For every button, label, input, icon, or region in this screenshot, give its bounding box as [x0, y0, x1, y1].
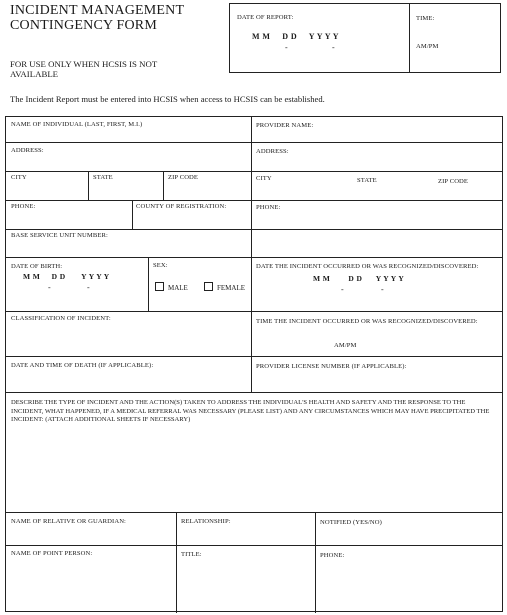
county-label: COUNTY OF REGISTRATION:: [136, 203, 227, 210]
base-service-unit-field[interactable]: [6, 229, 502, 257]
male-checkbox[interactable]: [155, 282, 164, 291]
relationship-label: RELATIONSHIP:: [181, 518, 231, 525]
zip-right-label: ZIP CODE: [438, 178, 469, 185]
male-option[interactable]: MALE: [155, 282, 188, 292]
provider-license-field[interactable]: [251, 356, 502, 392]
date-of-report-label: DATE OF REPORT:: [237, 14, 294, 21]
incident-form: NAME OF INDIVIDUAL (LAST, FIRST, M.I.) PROVIDER NAME: ADDRESS: ADDRESS: CITY STATE ZIP CODE CITY STATE ZIP CODE PHONE: COUNTY OF REGISTRATION: PHONE: BASE SERVICE UNIT NUMBER: DATE OF BIRTH: M M D D Y Y Y Y - - SEX: MALE FEMALE DATE THE INCIDENT OCCURRED OR WAS RECOGNIZED/DISCOVERED: M M D D Y Y Y Y - - CLASSIFICATION OF INCIDENT: TIME THE INCIDENT OCCURRED OR WAS RECOGNIZED/DISCOVERED: AM/PM DATE AND TIME OF DEATH (IF APPLICABLE): PROVIDER LICENSE NUMBER (IF APPLICABLE): DESCRIBE THE TYPE OF INCIDENT AND THE ACTION(S) TAKEN TO ADDRESS THE INDIVIDUAL'S HEALTH AND SAFETY AND THE RESPONSE TO THE INCIDENT, WHAT HAPPENED, IF A MEDICAL REFERRAL WAS NECESSARY (PLEASE LIST) AND ANY CIRCUMSTANCES WHICH MAY HAVE PRECIPITATED THE INCIDENT: (ATTACH ADDITIONAL SHEETS IF NECESSARY) NAME OF RELATIVE OR GUARDIAN: RELATIONSHIP: NOTIFIED (YES/NO) NAME OF POINT PERSON: TITLE: PHONE:: [5, 116, 503, 612]
provider-name-field[interactable]: [251, 117, 502, 142]
classification-label: CLASSIFICATION OF INCIDENT:: [11, 315, 111, 322]
instruction-text: The Incident Report must be entered into HCSIS when access to HCSIS can be established.: [10, 94, 325, 104]
time-incident-ampm[interactable]: AM/PM: [334, 342, 357, 349]
date-of-report-box: DATE OF REPORT: M M D D Y Y Y Y - - TIME: AM/PM: [229, 3, 501, 73]
use-note: FOR USE ONLY WHEN HCSIS IS NOT AVAILABLE: [10, 59, 158, 79]
sex-label: SEX:: [153, 262, 168, 269]
classification-field[interactable]: [6, 311, 251, 356]
relationship-field[interactable]: [176, 512, 315, 545]
date-time-death-label: DATE AND TIME OF DEATH (IF APPLICABLE):: [11, 362, 154, 369]
date-incident-label: DATE THE INCIDENT OCCURRED OR WAS RECOGNIZED/DISCOVERED:: [256, 263, 479, 270]
relative-guardian-field[interactable]: [6, 512, 176, 545]
date-time-death-field[interactable]: [6, 356, 251, 392]
phone-right-label: PHONE:: [256, 204, 281, 211]
date-incident-field[interactable]: M M D D Y Y Y Y: [313, 274, 405, 283]
provider-name-label: PROVIDER NAME:: [256, 122, 314, 129]
female-option[interactable]: FEMALE: [204, 282, 245, 292]
address-right-field[interactable]: [251, 142, 502, 171]
date-of-birth-label: DATE OF BIRTH:: [11, 263, 63, 270]
point-title-label: TITLE:: [181, 551, 202, 558]
relative-guardian-label: NAME OF RELATIVE OR GUARDIAN:: [11, 518, 126, 525]
date-of-report-field[interactable]: M M D D Y Y Y Y: [252, 32, 339, 41]
address-right-label: ADDRESS:: [256, 148, 289, 155]
notified-field[interactable]: [315, 512, 502, 545]
base-service-unit-label: BASE SERVICE UNIT NUMBER:: [11, 232, 108, 239]
time-ampm[interactable]: AM/PM: [416, 43, 439, 50]
address-left-field[interactable]: [6, 142, 251, 171]
address-left-label: ADDRESS:: [11, 147, 44, 154]
zip-left-label: ZIP CODE: [168, 174, 199, 181]
state-right-label: STATE: [357, 177, 377, 184]
form-title: INCIDENT MANAGEMENT CONTINGENCY FORM: [10, 3, 185, 33]
notified-label: NOTIFIED (YES/NO): [320, 519, 382, 526]
point-person-label: NAME OF POINT PERSON:: [11, 550, 93, 557]
date-of-birth-field[interactable]: M M D D Y Y Y Y: [23, 272, 110, 281]
name-of-individual-field[interactable]: [6, 117, 251, 142]
city-left-label: CITY: [11, 174, 27, 181]
name-of-individual-label: NAME OF INDIVIDUAL (LAST, FIRST, M.I.): [11, 121, 143, 128]
point-phone-field[interactable]: [315, 545, 502, 613]
time-incident-label: TIME THE INCIDENT OCCURRED OR WAS RECOGNIZED/DISCOVERED:: [256, 318, 478, 325]
city-right-label: CITY: [256, 175, 272, 182]
point-phone-label: PHONE:: [320, 552, 345, 559]
point-person-field[interactable]: [6, 545, 176, 613]
phone-left-label: PHONE:: [11, 203, 36, 210]
state-left-label: STATE: [93, 174, 113, 181]
incident-description-label: DESCRIBE THE TYPE OF INCIDENT AND THE ACTION(S) TAKEN TO ADDRESS THE INDIVIDUAL'S HEALTH AND SAFETY AND THE RESPONSE TO THE INCIDENT, WHAT HAPPENED, IF A MEDICAL REFERRAL WAS NECESSARY (PLEASE LIST) AND ANY CIRCUMSTANCES WHICH MAY HAVE PRECIPITATED THE INCIDENT: (ATTACH ADDITIONAL SHEETS IF NECESSARY): [11, 399, 490, 424]
incident-description-field[interactable]: [6, 425, 502, 512]
time-label: TIME:: [416, 15, 435, 22]
female-checkbox[interactable]: [204, 282, 213, 291]
provider-license-label: PROVIDER LICENSE NUMBER (IF APPLICABLE):: [256, 363, 407, 370]
point-title-field[interactable]: [176, 545, 315, 613]
